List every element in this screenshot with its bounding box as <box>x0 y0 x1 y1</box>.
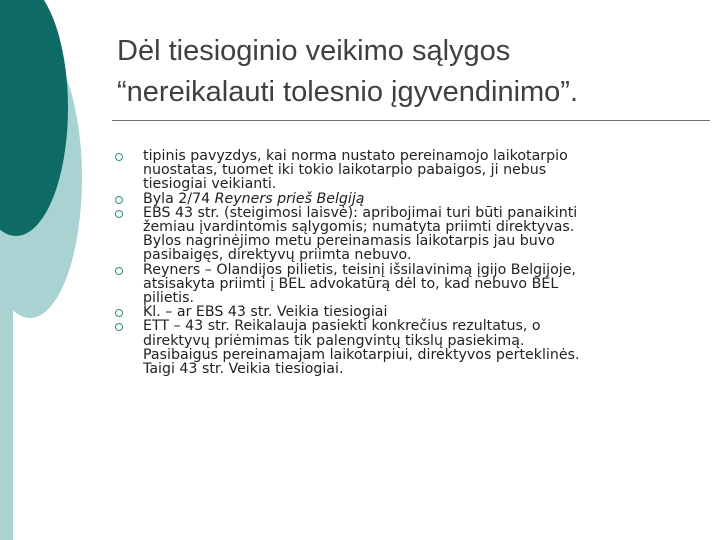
bullet-line: ETT – 43 str. Reikalauja pasiekti konkrečius rezultatus, o <box>143 318 541 335</box>
bullet-line: tipinis pavyzdys, kai norma nustato pereinamojo laikotarpio <box>143 148 568 164</box>
slide-title-line-2: “nereikalauti tolesnio įgyvendinimo”. <box>117 76 579 108</box>
circle-bullet-icon <box>115 196 123 204</box>
bullet-item-question <box>112 305 712 319</box>
bullet-line: atsisakyta priimti į BEL advokatūrą dėl to, kad nebuvo BEL <box>143 275 559 292</box>
bullet-line: nuostatas, tuomet iki tokio laikotarpio pabaigos, ji nebus <box>143 162 547 179</box>
bullet-line: Kl. – ar EBS 43 str. Veikia tiesiogiai <box>143 304 388 321</box>
bullet-line: Pasibaigus pereinamajam laikotarpiui, direktyvos perteklinės. <box>143 346 580 363</box>
slide-title <box>117 31 707 113</box>
circle-bullet-icon <box>115 210 123 218</box>
bullet-line: tiesiogiai veikianti. <box>143 176 277 193</box>
circle-bullet-icon <box>115 153 123 161</box>
decorative-teal-shapes <box>0 0 110 540</box>
bullet-line: direktyvų priėmimas tik palengvintų tikslų pasiekimą. <box>143 332 525 349</box>
bullet-item-transitional-period <box>112 149 712 192</box>
bullet-item-court-ruling <box>112 319 712 376</box>
title-divider <box>112 120 710 121</box>
case-name: Reyners prieš Belgiją <box>214 190 365 207</box>
bullet-line: pasibaigęs, direktyvų priimta nebuvo. <box>143 247 412 264</box>
bullet-line: Taigi 43 str. Veikia tiesiogiai. <box>143 361 344 378</box>
bullet-line <box>143 192 712 206</box>
circle-bullet-icon <box>115 309 123 317</box>
bullet-line: pilietis. <box>143 290 194 307</box>
bullet-item-article-43 <box>112 206 712 263</box>
slide-title-line-1: Dėl tiesioginio veikimo sąlygos <box>117 35 511 67</box>
bullet-list <box>112 149 712 376</box>
bullet-line: Reyners – Olandijos pilietis, teisinį išsilavinimą įgijo Belgijoje, <box>143 261 576 278</box>
bullet-line: žemiau įvardintomis sąlygomis; numatyta priimti direktyvas. <box>143 219 575 236</box>
bullet-item-reyners-facts <box>112 263 712 306</box>
bullet-item-case-reference <box>112 192 712 206</box>
case-number: Byla 2/74 <box>143 190 215 207</box>
bullet-line: EBS 43 str. (steigimosi laisvė): apribojimai turi būti panaikinti <box>143 204 578 221</box>
bullet-line: Bylos nagrinėjimo metu pereinamasis laikotarpis jau buvo <box>143 233 555 250</box>
circle-bullet-icon <box>115 323 123 331</box>
circle-bullet-icon <box>115 267 123 275</box>
